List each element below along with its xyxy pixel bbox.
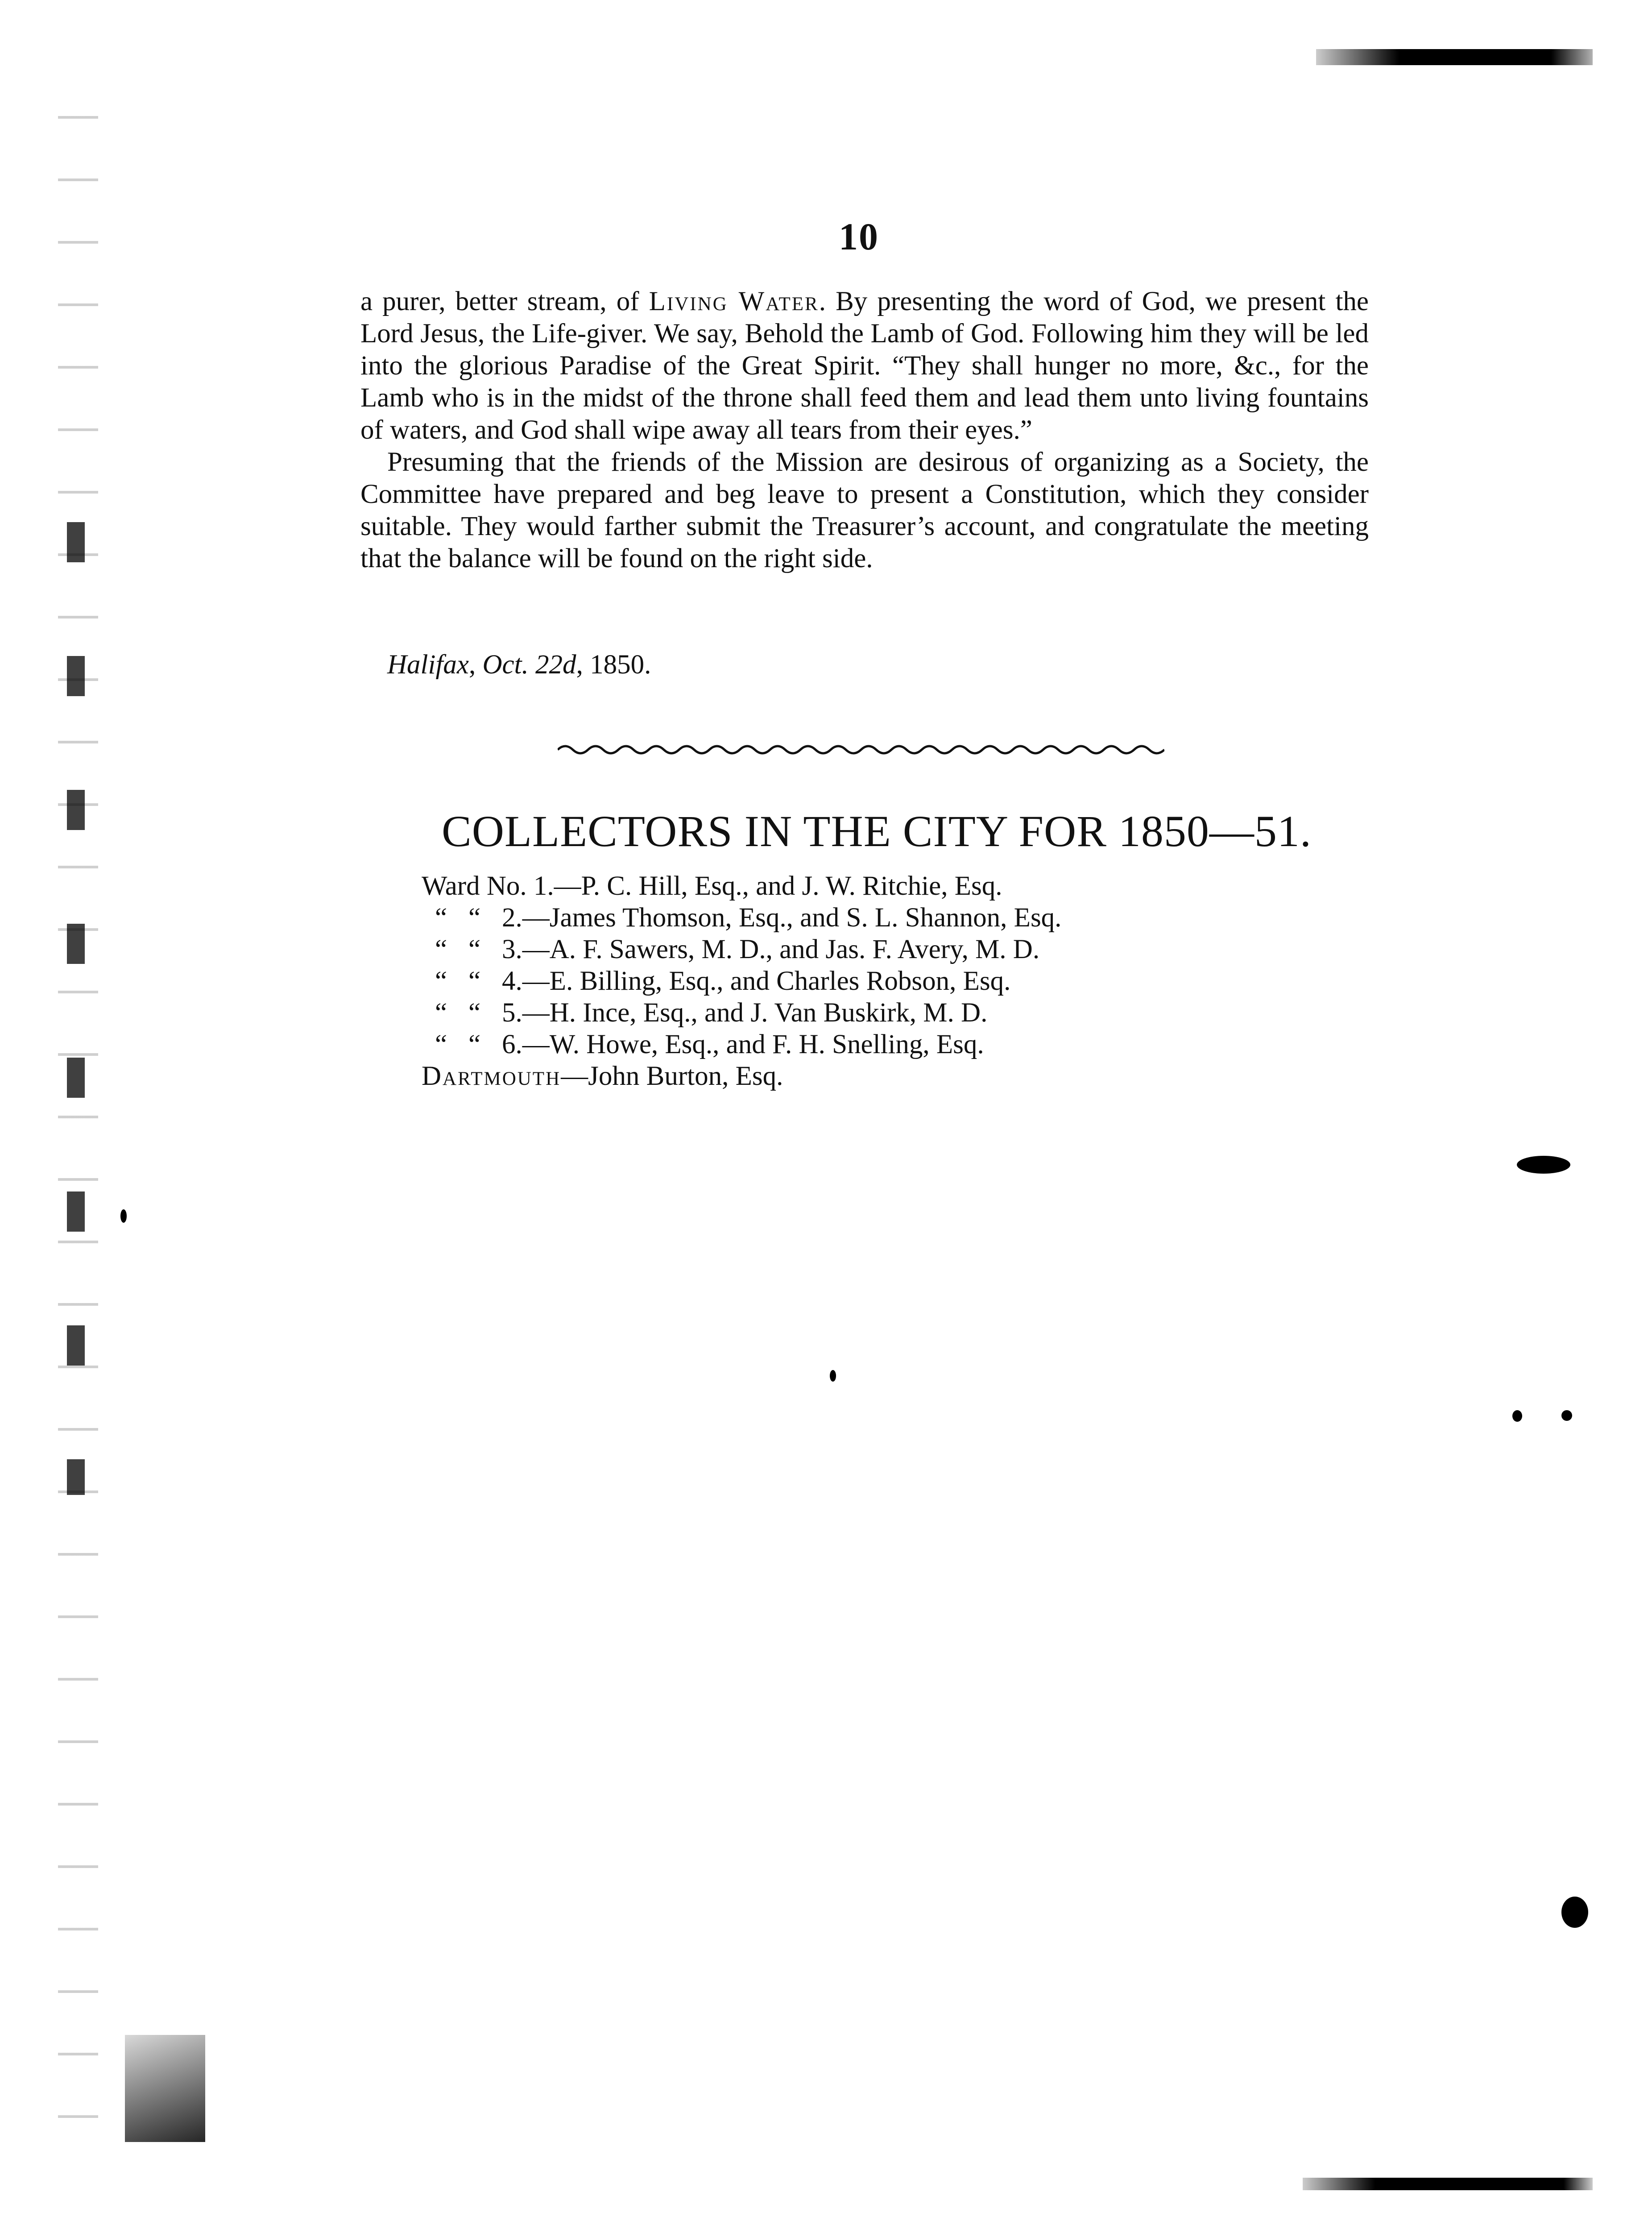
text-run: a purer, better stream, of [360, 286, 649, 316]
ink-speck [1561, 1410, 1572, 1421]
scan-bottom-rule [1303, 2178, 1593, 2190]
dateline-date: Oct. 22d [482, 650, 576, 680]
page-number: 10 [839, 215, 879, 258]
body-text [360, 286, 1369, 575]
ink-speck [120, 1209, 127, 1223]
text-run: . By presenting the word of God, we present the Lord Jesus, the Life-giver. We say, Behold the Lamb of God. Following him they will be led into the glorious Paradise of the Great Spirit. “They shall hunger no more, &c., for the Lamb who is in the midst of the throne shall feed them and lead them unto living fountains of waters, and God shall wipe away all tears from their eyes.” [360, 286, 1369, 445]
scan-top-rule [1316, 49, 1593, 65]
wavy-rule-ornament [558, 741, 1164, 759]
dateline: Halifax, Oct. 22d, 1850. [387, 650, 651, 680]
paragraph [360, 286, 1369, 446]
ink-blot [1517, 1156, 1570, 1174]
list-item: “ “ 6.—W. Howe, Esq., and F. H. Snelling, Esq. [435, 1030, 984, 1059]
ink-blot [1561, 1897, 1588, 1928]
list-item: “ “ 4.—E. Billing, Esq., and Charles Robson, Esq. [435, 966, 1011, 996]
dartmouth-label: Dartmouth [422, 1061, 561, 1091]
section-heading: COLLECTORS IN THE CITY FOR 1850—51. [442, 806, 1312, 856]
dateline-place: Halifax [387, 650, 469, 680]
list-item: “ “ 3.—A. F. Sawers, M. D., and Jas. F. Avery, M. D. [435, 934, 1040, 964]
scan-binding-marks [67, 469, 85, 1495]
paragraph: Presuming that the friends of the Mission are desirous of organizing as a Society, the Committee have prepared and beg leave to present a Constitution, which they consider suitable. They would farther submit the Treasurer’s account, and congratulate the meeting that the balance will be found on the right side. [360, 447, 1369, 573]
dateline-year: , 1850. [576, 650, 651, 680]
list-item: “ “ 5.—H. Ince, Esq., and J. Van Buskirk, M. D. [435, 998, 988, 1028]
list-item: Dartmouth—John Burton, Esq. [422, 1061, 783, 1091]
list-item: Ward No. 1.—P. C. Hill, Esq., and J. W. Ritchie, Esq. [422, 871, 1002, 901]
ink-speck [1512, 1410, 1522, 1422]
small-caps-run: Living Water [649, 286, 819, 316]
scan-corner-shadow [125, 2035, 205, 2142]
collectors-list [422, 870, 1061, 1092]
ink-speck [830, 1370, 836, 1382]
list-item: “ “ 2.—James Thomson, Esq., and S. L. Shannon, Esq. [435, 903, 1062, 933]
